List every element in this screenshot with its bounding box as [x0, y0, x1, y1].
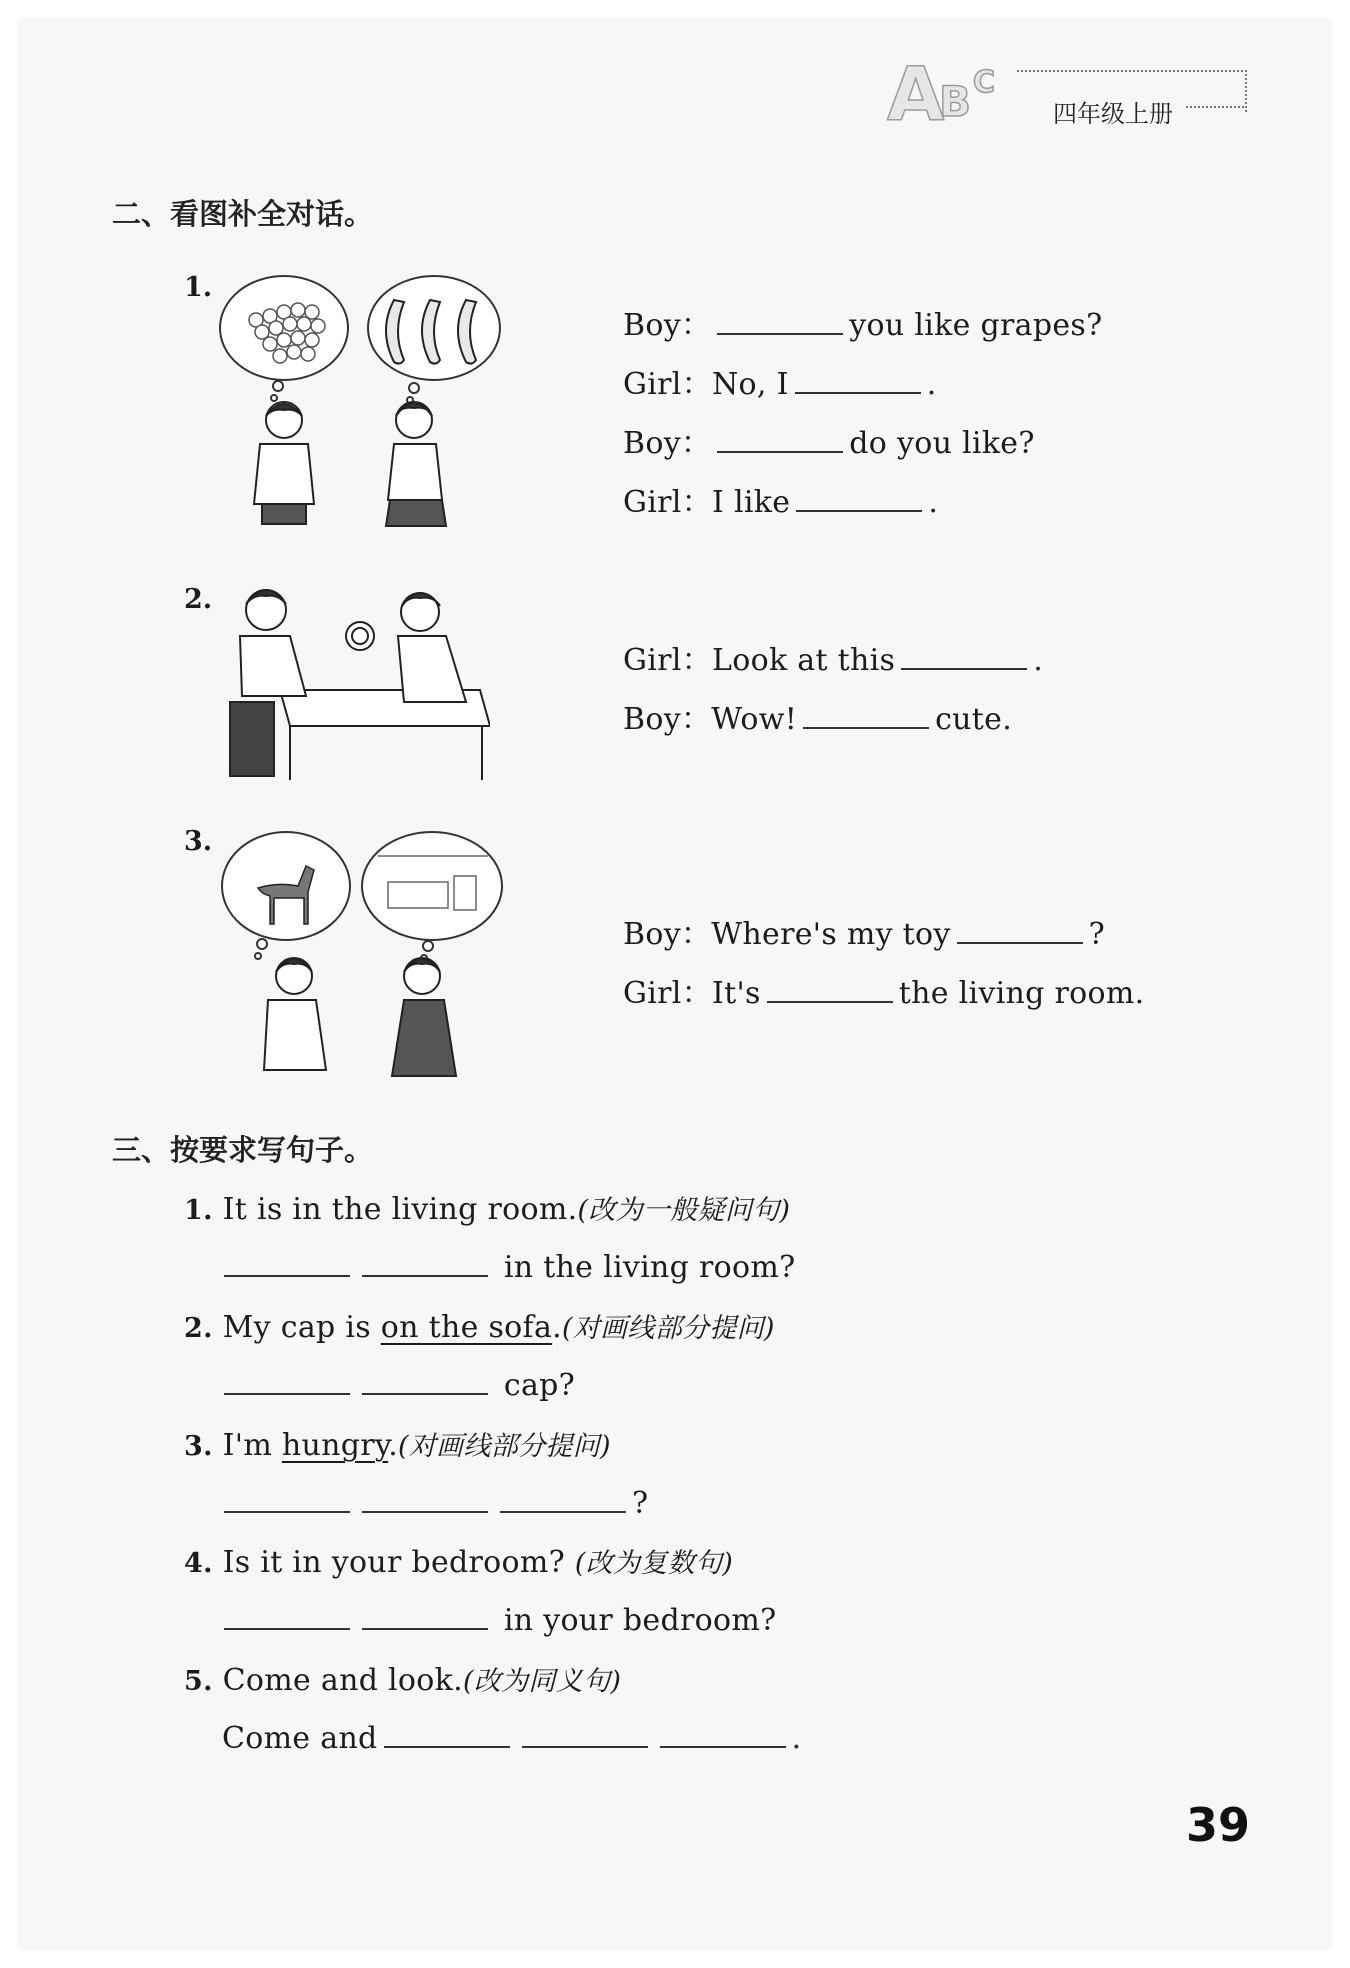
dialogue-line	[623, 635, 1043, 679]
answer-blank[interactable]	[796, 482, 922, 512]
question-sentence: Is it in your bedroom?	[222, 1545, 566, 1580]
dialogue-line	[623, 477, 938, 521]
line-text: Wow!	[711, 702, 798, 737]
item-number: 3.	[184, 1431, 213, 1462]
instruction: (对画线部分提问)	[561, 1313, 775, 1344]
dialogue-line	[623, 418, 1035, 462]
speaker-label: Girl：	[623, 367, 712, 402]
answer-line	[218, 1483, 648, 1521]
answer-text: ?	[632, 1486, 649, 1521]
speaker-label: Girl：	[623, 643, 712, 678]
dialogue-line	[623, 968, 1144, 1012]
line-text: .	[928, 485, 939, 520]
question-sentence: I'm	[222, 1428, 282, 1463]
dialogue-line	[623, 359, 937, 403]
question-sentence: Come and look.	[222, 1663, 463, 1698]
answer-blank[interactable]	[224, 1483, 350, 1513]
item-number: 5.	[184, 1666, 213, 1697]
speaker-label: Girl：	[623, 485, 712, 520]
question-sentence: .	[552, 1310, 562, 1345]
answer-blank[interactable]	[767, 973, 893, 1003]
answer-line	[218, 1600, 776, 1638]
answer-blank[interactable]	[803, 699, 929, 729]
answer-blank[interactable]	[660, 1718, 786, 1748]
line-text: It's	[712, 976, 761, 1011]
question-sentence: .	[388, 1428, 399, 1463]
item-number: 4.	[184, 1548, 213, 1579]
line-text: ?	[1088, 917, 1106, 952]
svg-text:B: B	[939, 77, 972, 126]
answer-blank[interactable]	[362, 1483, 488, 1513]
answer-text: in the living room?	[503, 1250, 796, 1285]
svg-text:C: C	[973, 65, 996, 100]
line-text: I like	[712, 485, 791, 520]
speaker-label: Boy：	[623, 702, 712, 737]
answer-blank[interactable]	[901, 640, 1027, 670]
answer-blank[interactable]	[522, 1718, 648, 1748]
question-line	[184, 1306, 775, 1345]
underlined-phrase: hungry	[281, 1428, 389, 1463]
answer-blank[interactable]	[224, 1365, 350, 1395]
instruction: (改为一般疑问句)	[577, 1195, 791, 1226]
page-number: 39	[1186, 1798, 1251, 1852]
abc-logo	[885, 48, 1015, 130]
speaker-label: Boy：	[623, 917, 712, 952]
item-number: 2.	[184, 1313, 213, 1344]
line-text: the living room.	[898, 976, 1145, 1011]
question-line	[184, 1424, 611, 1463]
answer-line	[222, 1718, 801, 1756]
answer-blank[interactable]	[362, 1600, 488, 1630]
section-title-2: 二、看图补全对话。	[112, 197, 374, 231]
dialogue-line	[623, 694, 1012, 738]
item-number: 3.	[184, 826, 213, 857]
question-sentence: It is in the living room.	[222, 1192, 578, 1227]
item-number: 1.	[184, 272, 213, 303]
grade-label: 四年级上册	[1053, 94, 1179, 129]
answer-blank[interactable]	[717, 423, 843, 453]
answer-blank[interactable]	[717, 305, 843, 335]
answer-blank[interactable]	[384, 1718, 510, 1748]
question-sentence: My cap is	[222, 1310, 381, 1345]
answer-blank[interactable]	[362, 1247, 488, 1277]
grade-dots	[1186, 106, 1244, 108]
svg-text:A: A	[887, 52, 945, 130]
answer-line	[218, 1247, 795, 1285]
clock-illustration	[220, 580, 490, 785]
answer-blank[interactable]	[957, 914, 1083, 944]
dialogue-line	[623, 909, 1105, 953]
instruction: (改为复数句)	[574, 1548, 734, 1579]
line-text: Look at this	[712, 643, 896, 678]
answer-text: cap?	[503, 1368, 576, 1403]
line-text: cute.	[935, 702, 1013, 737]
answer-blank[interactable]	[795, 364, 921, 394]
item-number: 2.	[184, 584, 213, 615]
dialogue-line	[623, 300, 1102, 344]
line-text: No, I	[712, 367, 789, 402]
answer-text: Come and	[222, 1721, 378, 1756]
instruction: (改为同义句)	[462, 1666, 622, 1697]
speaker-label: Boy：	[623, 426, 712, 461]
speaker-label: Girl：	[623, 976, 712, 1011]
answer-blank[interactable]	[224, 1247, 350, 1277]
line-text: .	[1033, 643, 1044, 678]
line-text: .	[926, 367, 937, 402]
line-text: you like grapes?	[849, 308, 1103, 343]
item-number: 1.	[184, 1195, 213, 1226]
instruction: (对画线部分提问)	[398, 1431, 611, 1462]
grapes-bananas-illustration	[218, 270, 514, 540]
horse-living-room-illustration	[218, 826, 508, 1096]
answer-text: in your bedroom?	[503, 1603, 777, 1638]
line-text: Where's my toy	[711, 917, 951, 952]
question-line	[184, 1188, 790, 1227]
answer-blank[interactable]	[224, 1600, 350, 1630]
line-text: do you like?	[849, 426, 1035, 461]
speaker-label: Boy：	[623, 308, 712, 343]
answer-text: .	[791, 1721, 802, 1756]
section-title-3: 三、按要求写句子。	[112, 1133, 374, 1167]
answer-line	[218, 1365, 575, 1403]
question-line	[184, 1541, 733, 1580]
underlined-phrase: on the sofa	[380, 1310, 553, 1345]
answer-blank[interactable]	[500, 1483, 626, 1513]
question-line	[184, 1659, 621, 1698]
answer-blank[interactable]	[362, 1365, 488, 1395]
